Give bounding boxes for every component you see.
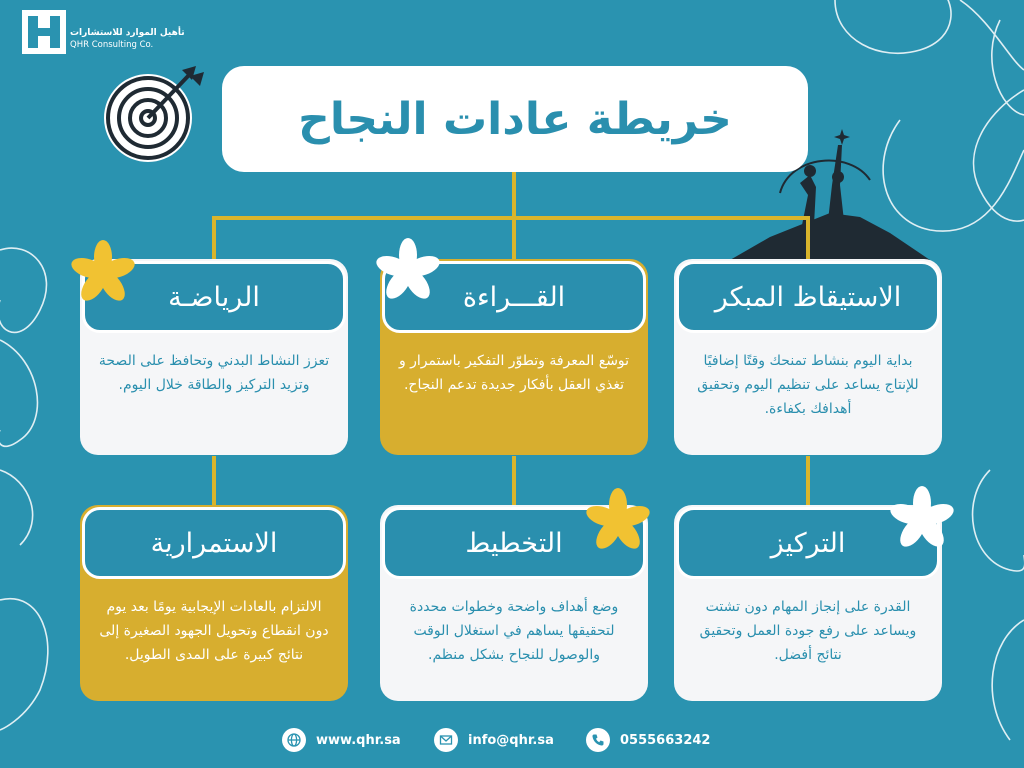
connector-line [212, 216, 216, 262]
connector-line [512, 216, 516, 262]
footer-phone[interactable] [586, 727, 710, 753]
footer-email[interactable] [434, 727, 554, 753]
website-link[interactable]: www.qhr.sa [316, 732, 401, 748]
target-icon [100, 62, 210, 162]
card-header [676, 261, 940, 333]
connector-line [806, 216, 810, 262]
connector-line [512, 456, 516, 508]
flower-icon [584, 488, 652, 554]
phone-number[interactable]: 0555663242 [620, 732, 711, 748]
card-title: الاستمرارية [150, 527, 278, 559]
connector-line [512, 172, 516, 220]
company-logo [22, 10, 185, 58]
card-description: وضع أهداف واضحة وخطوات محددة لتحقيقها يساهم في استغلال الوقت والوصول للنجاح بشكل منظم. [409, 599, 619, 663]
card-description: تعزز النشاط البدني وتحافظ على الصحة وتزيد التركيز والطاقة خلال اليوم. [98, 353, 330, 393]
qhr-logo-icon [22, 10, 66, 54]
page-title: خريطة عادات النجاح [298, 93, 732, 145]
card-description: توسّع المعرفة وتطوّر التفكير باستمرار و تغذي العقل بأفكار جديدة تدعم النجاح. [398, 353, 630, 393]
mail-icon [434, 728, 458, 752]
phone-icon [586, 728, 610, 752]
flower-icon [888, 486, 956, 552]
card-title: التركيز [770, 527, 846, 559]
card-header [82, 507, 346, 579]
globe-icon [282, 728, 306, 752]
flower-icon [374, 238, 442, 304]
connector-line [212, 216, 808, 220]
card-title: الاستيقاظ المبكر [714, 281, 902, 313]
card-description: القدرة على إنجاز المهام دون تشتت ويساعد على رفع جودة العمل وتحقيق نتائج أفضل. [699, 599, 917, 663]
flower-icon [68, 240, 138, 306]
connector-line [806, 456, 810, 508]
card-persistence [80, 505, 348, 701]
brand-name-english: QHR Consulting Co. [70, 40, 154, 50]
title-box [222, 66, 808, 172]
brand-name-arabic: تأهيل الموارد للاستشارات [70, 28, 185, 38]
footer-website[interactable] [282, 727, 401, 753]
card-title: الرياضـة [168, 281, 260, 313]
email-link[interactable]: info@qhr.sa [468, 732, 554, 748]
card-title: القـــراءة [462, 281, 566, 313]
card-title: التخطيط [465, 527, 563, 559]
connector-line [212, 456, 216, 508]
card-description: بداية اليوم بنشاط تمنحك وقتًا إضافيًا للإنتاج يساعد على تنظيم اليوم وتحقيق أهدافك بكفاءة. [697, 353, 919, 417]
card-description: الالتزام بالعادات الإيجابية يومًا بعد يوم دون انقطاع وتحويل الجهود الصغيرة إلى نتائج كبيرة على المدى الطويل. [99, 599, 329, 663]
card-early-waking [674, 259, 942, 455]
